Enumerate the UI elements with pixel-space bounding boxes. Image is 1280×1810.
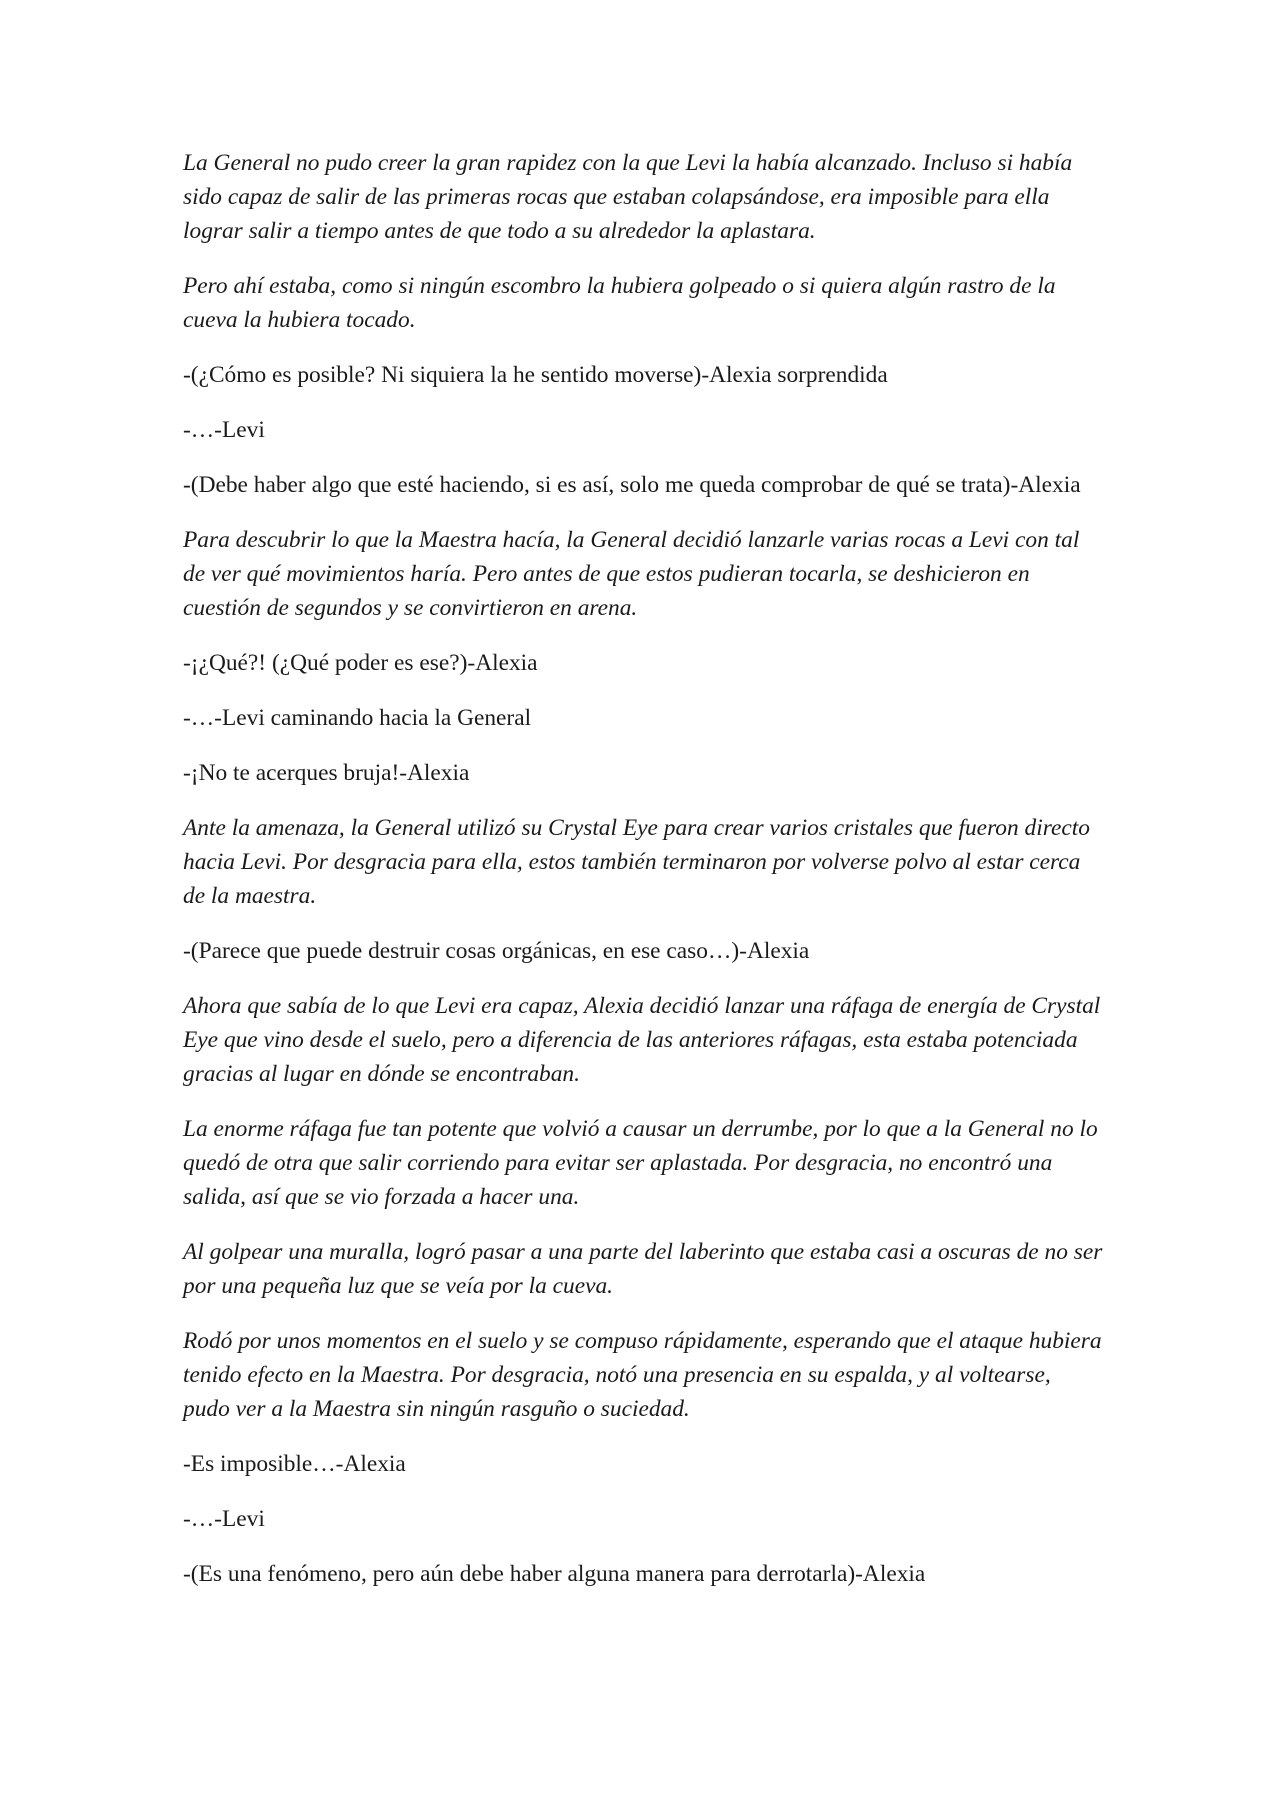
dialogue-line: -(Debe haber algo que esté haciendo, si es así, solo me queda comprobar de qué se trata)-Alexia bbox=[183, 472, 1081, 498]
dialogue-line: -(Es una fenómeno, pero aún debe haber alguna manera para derrotarla)-Alexia bbox=[183, 1561, 926, 1587]
dialogue-line: -(Parece que puede destruir cosas orgánicas, en ese caso…)-Alexia bbox=[183, 938, 810, 964]
dialogue-line: -(¿Cómo es posible? Ni siquiera la he sentido moverse)-Alexia sorprendida bbox=[183, 362, 888, 388]
narration-paragraph: La enorme ráfaga fue tan potente que volvió a causar un derrumbe, por lo que a la General no lo quedó de otra que salir corriendo para evitar ser aplastada. Por desgracia, no encontró una salida, así que se vio forzada a hacer una. bbox=[183, 1116, 1098, 1210]
narration-paragraph: Al golpear una muralla, logró pasar a una parte del laberinto que estaba casi a oscuras de no ser por una pequeña luz que se veía por la cueva. bbox=[183, 1239, 1103, 1299]
dialogue-line: -…-Levi caminando hacia la General bbox=[183, 705, 532, 731]
narration-paragraph: Pero ahí estaba, como si ningún escombro la hubiera golpeado o si quiera algún rastro de la cueva la hubiera tocado. bbox=[183, 273, 1056, 333]
narration-paragraph: Rodó por unos momentos en el suelo y se compuso rápidamente, esperando que el ataque hubiera tenido efecto en la Maestra. Por desgracia, notó una presencia en su espalda, y al voltearse, pudo ver a la Maestra sin ningún rasguño o suciedad. bbox=[183, 1328, 1102, 1422]
narration-paragraph: Ante la amenaza, la General utilizó su Crystal Eye para crear varios cristales que fueron directo hacia Levi. Por desgracia para ella, estos también terminaron por volverse polvo al estar cerca de la maestra. bbox=[183, 815, 1090, 909]
narration-paragraph: Para descubrir lo que la Maestra hacía, la General decidió lanzarle varias rocas a Levi con tal de ver qué movimientos haría. Pero antes de que estos pudieran tocarla, se deshicieron en cuestión de segundos y se convirtieron en arena. bbox=[183, 527, 1080, 621]
dialogue-line: -…-Levi bbox=[183, 417, 265, 443]
dialogue-line: -¡¿Qué?! (¿Qué poder es ese?)-Alexia bbox=[183, 650, 538, 676]
dialogue-line: -…-Levi bbox=[183, 1506, 265, 1532]
narration-paragraph: Ahora que sabía de lo que Levi era capaz, Alexia decidió lanzar una ráfaga de energía de Crystal Eye que vino desde el suelo, pero a diferencia de las anteriores ráfagas, esta estaba potenciada gracias al lugar en dónde se encontraban. bbox=[183, 993, 1101, 1087]
document-body bbox=[183, 146, 1103, 1612]
dialogue-line: -¡No te acerques bruja!-Alexia bbox=[183, 760, 470, 786]
dialogue-line: -Es imposible…-Alexia bbox=[183, 1451, 406, 1477]
narration-paragraph: La General no pudo creer la gran rapidez con la que Levi la había alcanzado. Incluso si había sido capaz de salir de las primeras rocas que estaban colapsándose, era imposible para ella lograr salir a tiempo antes de que todo a su alrededor la aplastara. bbox=[183, 150, 1073, 244]
